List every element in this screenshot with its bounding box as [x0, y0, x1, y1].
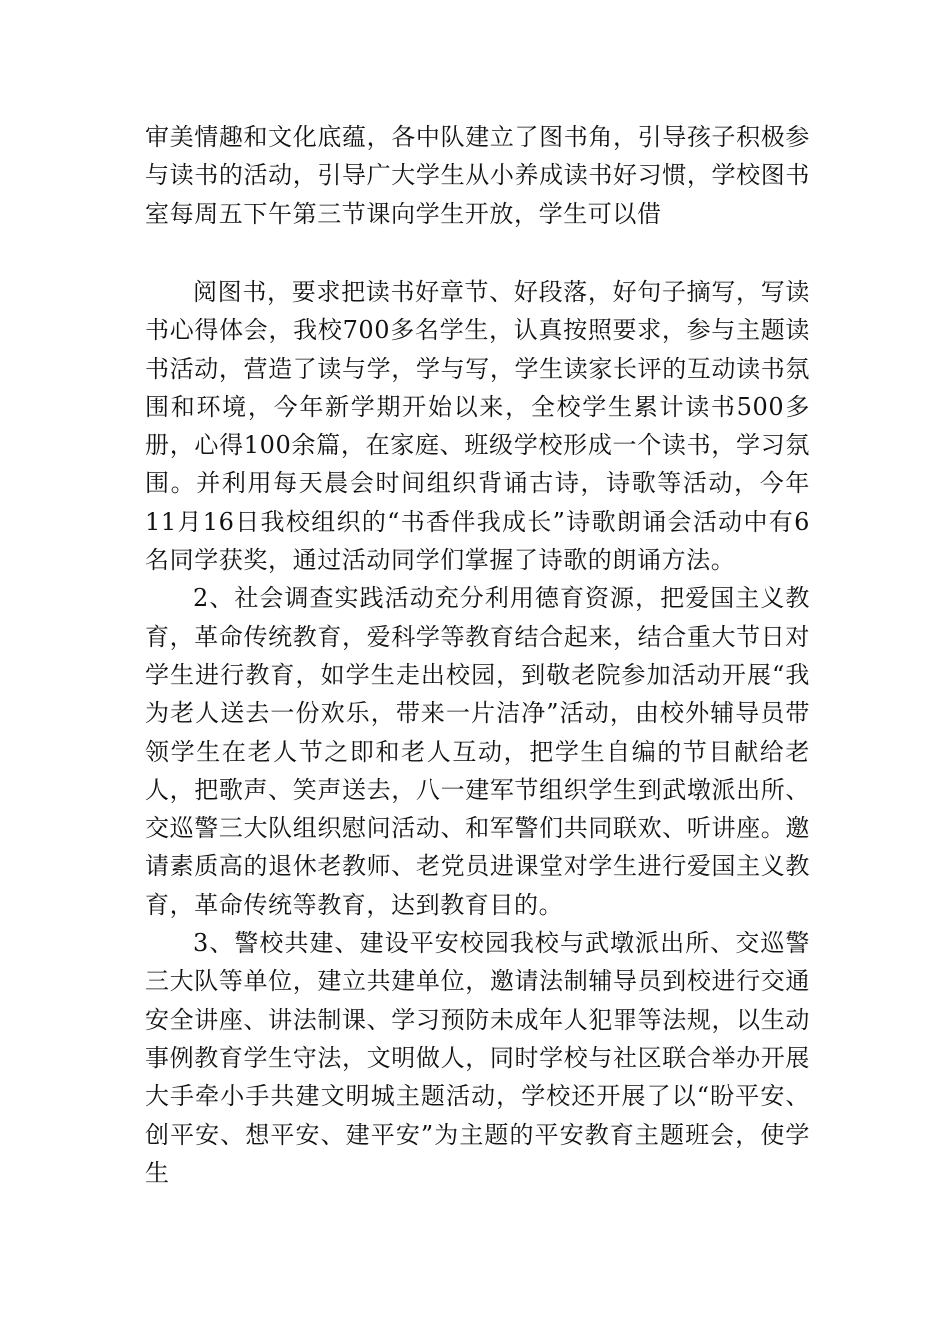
text-block-top: [145, 118, 810, 233]
paragraph-police-school: 3、警校共建、建设平安校园我校与武墩派出所、交巡警三大队等单位，建立共建单位，邀请法制辅导员到校进行交通安全讲座、讲法制课、学习预防未成年人犯罪等法规，以生动事例教育学生守法，文明做人，同时学校与社区联合举办开展大手牵小手共建文明城主题活动，学校还开展了以“盼平安、创平安、想平安、建平安”为主题的平安教育主题班会，使学生: [145, 929, 810, 1187]
paragraph-social-practice: 2、社会调查实践活动充分利用德育资源，把爱国主义教育，革命传统教育，爱科学等教育结合起来，结合重大节日对学生进行教育，如学生走出校园，到敬老院参加活动开展“我为老人送去一份欢乐，带来一片洁净”活动，由校外辅导员带领学生在老人节之即和老人互动，把学生自编的节目献给老人，把歌声、笑声送去，八一建军节组织学生到武墩派出所、交巡警三大队组织慰问活动、和军警们共同联欢、听讲座。邀请素质高的退休老教师、老党员进课堂对学生进行爱国主义教育，革命传统等教育，达到教育目的。: [145, 584, 810, 919]
paragraph-continuation: 审美情趣和文化底蕴，各中队建立了图书角，引导孩子积极参与读书的活动，引导广大学生从小养成读书好习惯，学校图书室每周五下午第三节课向学生开放，学生可以借: [145, 123, 810, 228]
text-block-main: [145, 273, 810, 1192]
paragraph-reading-activities: 阅图书，要求把读书好章节、好段落，好句子摘写，写读书心得体会，我校700多名学生，认真按照要求，参与主题读书活动，营造了读与学，学与写，学生读家长评的互动读书氛围和环境，今年新学期开始以来，全校学生累计读书500多册，心得100余篇，在家庭、班级学校形成一个读书，学习氛围。并利用每天晨会时间组织背诵古诗，诗歌等活动，今年11月16日我校组织的“书香伴我成长”诗歌朗诵会活动中有6名同学获奖，通过活动同学们掌握了诗歌的朗诵方法。: [145, 278, 810, 575]
